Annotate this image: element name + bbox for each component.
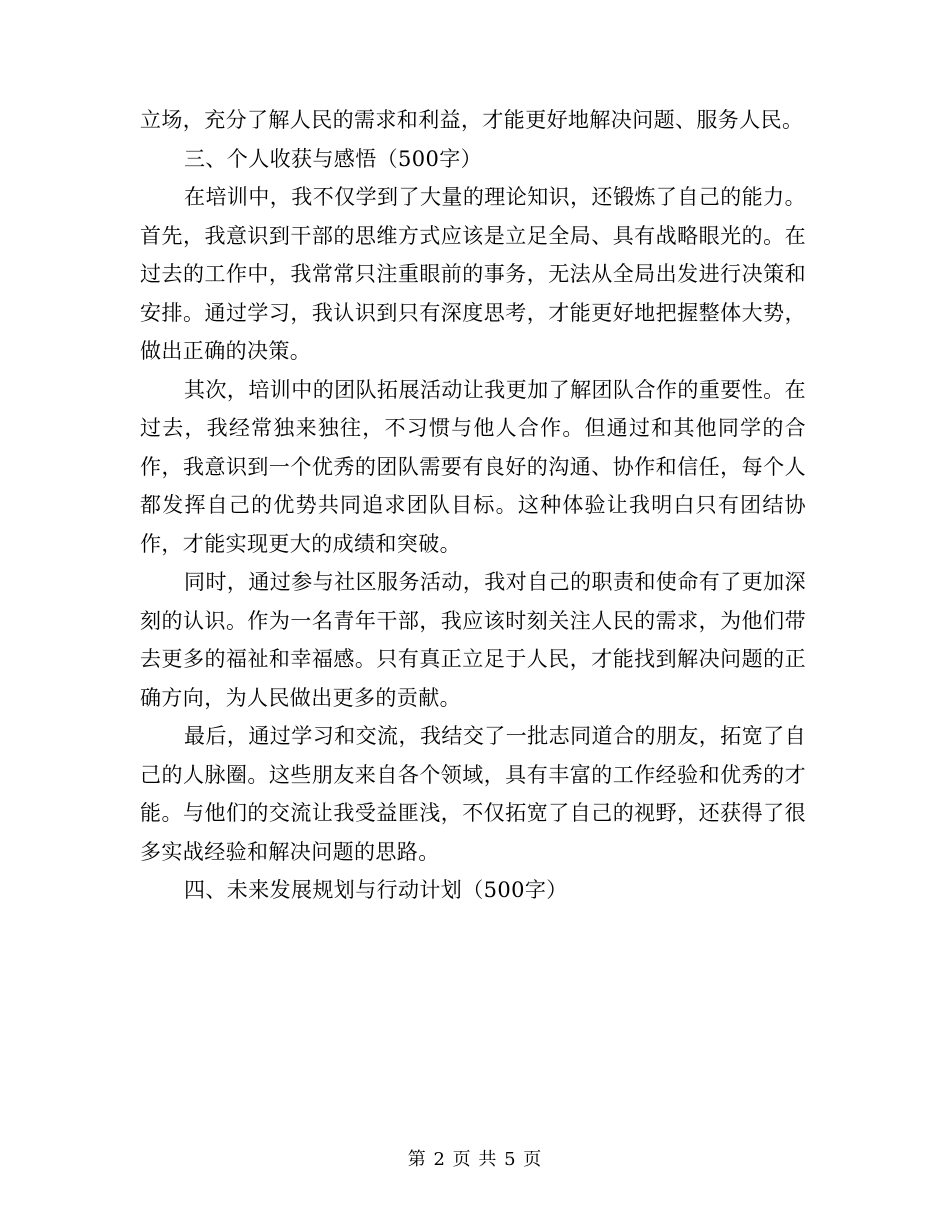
page-number-footer: 第 2 页 共 5 页 [407, 1149, 543, 1170]
section-heading-personal-gains: 三、个人收获与感悟（500字） [184, 146, 483, 171]
document-body [140, 101, 806, 910]
section-heading-future-plan: 四、未来发展规划与行动计划（500字） [184, 878, 568, 902]
paragraph-continuation: 立场，充分了解人民的需求和利益，才能更好地解决问题、服务人民。 [140, 108, 804, 132]
paragraph-theory-and-ability: 在培训中，我不仅学到了大量的理论知识，还锻炼了自己的能力。首先，我意识到干部的思维方式应该是立足全局、具有战略眼光的。在过去的工作中，我常常只注重眼前的事务，无法从全局出发进行决策和安排。通过学习，我认识到只有深度思考，才能更好地把握整体大势，做出正确的决策。 [140, 185, 806, 363]
paragraph-teamwork: 其次，培训中的团队拓展活动让我更加了解团队合作的重要性。在过去，我经常独来独往，不习惯与他人合作。但通过和其他同学的合作，我意识到一个优秀的团队需要有良好的沟通、协作和信任，每个人都发挥自己的优势共同追求团队目标。这种体验让我明白只有团结协作，才能实现更大的成绩和突破。 [140, 377, 806, 556]
paragraph-community-service: 同时，通过参与社区服务活动，我对自己的职责和使命有了更加深刻的认识。作为一名青年干部，我应该时刻关注人民的需求，为他们带去更多的福祉和幸福感。只有真正立足于人民，才能找到解决问题的正确方向，为人民做出更多的贡献。 [140, 570, 806, 710]
paragraph-networking: 最后，通过学习和交流，我结交了一批志同道合的朋友，拓宽了自己的人脉圈。这些朋友来自各个领域，具有丰富的工作经验和优秀的才能。与他们的交流让我受益匪浅，不仅拓宽了自己的视野，还获得了很多实战经验和解决问题的思路。 [140, 724, 806, 864]
